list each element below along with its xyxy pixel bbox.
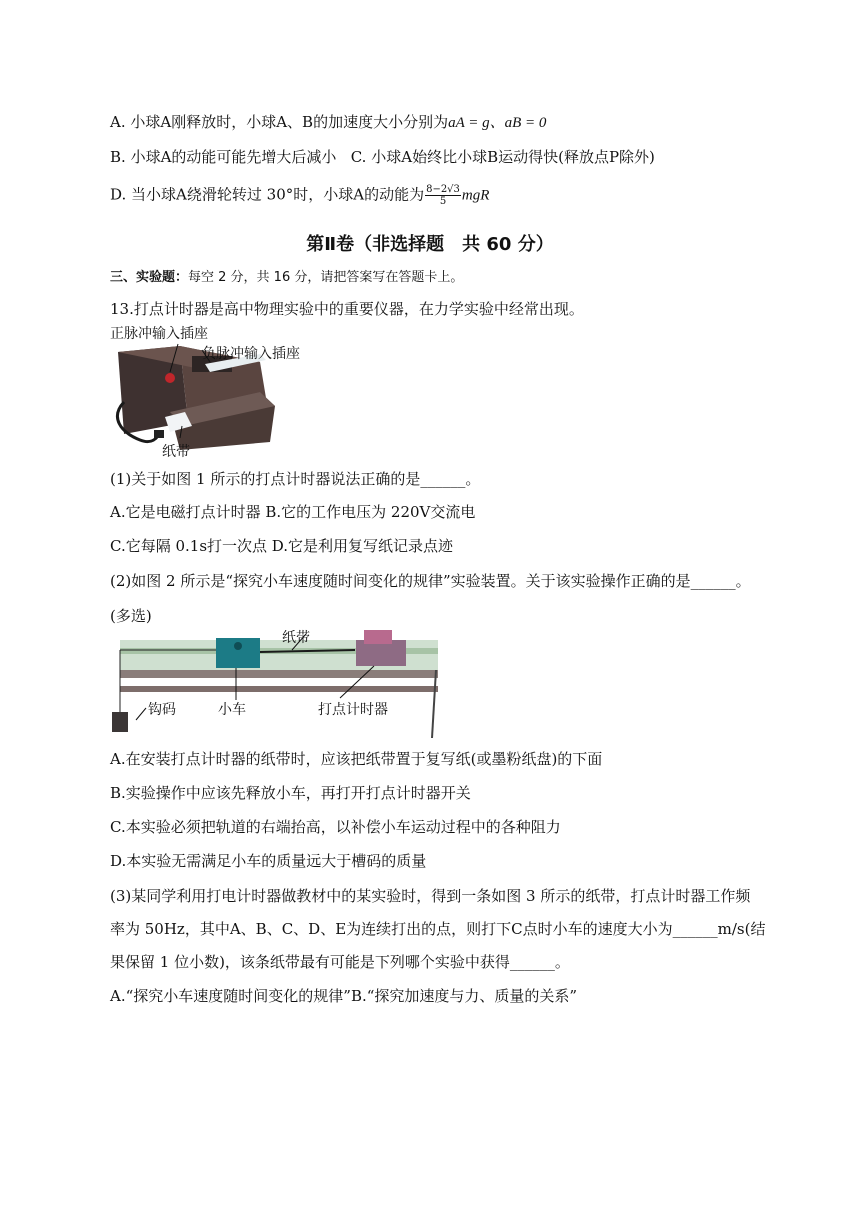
option-b-text: 小球A的动能可能先增大后减小 — [130, 148, 337, 166]
fraction-numerator: 8−2√3 — [426, 184, 460, 195]
fraction-denominator: 5 — [439, 196, 447, 207]
label-tape: 纸带 — [162, 444, 190, 458]
label-cart: 小车 — [218, 702, 246, 718]
option-a-text: 小球A刚释放时，小球A、B的加速度大小分别为 — [130, 113, 449, 131]
label-timer: 打点计时器 — [318, 702, 388, 718]
q13-sub2-option-a: A.在安装打点计时器的纸带时，应该把纸带置于复写纸(或墨粉纸盘)的下面 — [110, 750, 603, 768]
q13-sub3-options: A.“探究小车速度随时间变化的规律”B.“探究加速度与力、质量的关系” — [110, 987, 578, 1005]
label-weight: 钩码 — [148, 702, 176, 718]
q13-sub3-line3: 果保留 1 位小数)，该条纸带最有可能是下列哪个实验中获得______。 — [110, 953, 570, 971]
option-d — [110, 184, 489, 207]
option-d-tail: mgR — [461, 187, 490, 204]
option-d-prefix: D. — [110, 185, 127, 204]
option-c-text: 小球A始终比小球B运动得快(释放点P除外) — [371, 148, 655, 166]
q13-sub1-options-cd: C.它每隔 0.1s打一次点 D.它是利用复写纸记录点迹 — [110, 537, 454, 555]
option-d-text: 当小球A绕滑轮转过 30°时，小球A的动能为 — [131, 185, 425, 204]
q13-sub2-option-b: B.实验操作中应该先释放小车，再打开打点计时器开关 — [110, 784, 471, 802]
q13-sub2-option-d: D.本实验无需满足小车的质量远大于槽码的质量 — [110, 852, 427, 870]
figure-1-timer — [110, 322, 350, 458]
q13-sub1: (1)关于如图 1 所示的打点计时器说法正确的是______。 — [110, 470, 481, 488]
option-c-prefix: C. — [350, 148, 367, 166]
option-b-prefix: B. — [110, 148, 126, 166]
q13-sub3-line1: (3)某同学利用打电计时器做教材中的某实验时，得到一条如图 3 所示的纸带，打点计时器工作频 — [110, 887, 751, 905]
q13-stem: 13.打点计时器是高中物理实验中的重要仪器，在力学实验中经常出现。 — [110, 300, 584, 318]
figure-2-apparatus — [110, 628, 440, 740]
q13-sub1-options-ab: A.它是电磁打点计时器 B.它的工作电压为 220V交流电 — [110, 503, 476, 521]
q13-sub2-line2: (多选) — [110, 607, 152, 625]
q13-sub2-line1: (2)如图 2 所示是“探究小车速度随时间变化的规律”实验装置。关于该实验操作正确的是______。 — [110, 572, 751, 590]
section3-header — [110, 268, 463, 288]
section3-heading: 三、实验题： — [110, 270, 189, 285]
label-positive-socket: 正脉冲输入插座 — [110, 326, 208, 342]
label-fig2-tape: 纸带 — [282, 630, 310, 646]
option-b-c — [110, 147, 655, 167]
section3-note: 每空 2 分，共 16 分，请把答案写在答题卡上。 — [188, 270, 464, 285]
part2-title: 第Ⅱ卷（非选择题 共 60 分） — [306, 234, 554, 255]
option-d-fraction — [425, 184, 461, 207]
q13-sub2-option-c: C.本实验必须把轨道的右端抬高，以补偿小车运动过程中的各种阻力 — [110, 818, 561, 836]
option-a — [110, 112, 546, 133]
q13-sub3-line2: 率为 50Hz，其中A、B、C、D、E为连续打出的点，则打下C点时小车的速度大小为______m/s(结 — [110, 920, 766, 938]
option-a-math: aA = g、aB = 0 — [448, 115, 547, 131]
option-a-prefix: A. — [110, 113, 126, 131]
label-negative-socket: 负脉冲输入插座 — [202, 346, 300, 362]
